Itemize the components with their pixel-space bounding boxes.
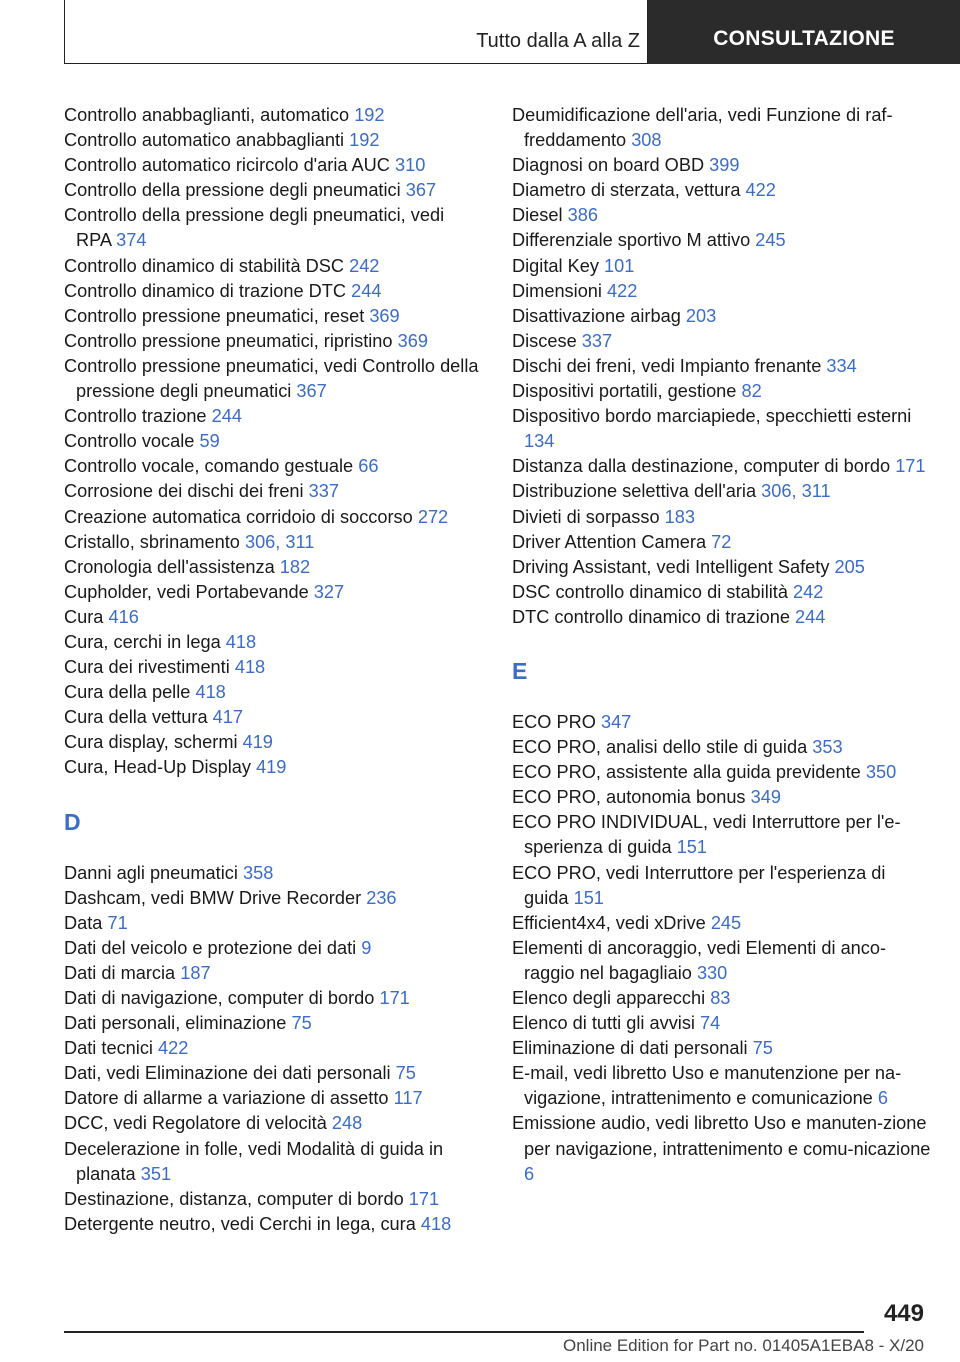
index-entry	[64, 655, 484, 680]
index-entry-term: ECO PRO, vedi Interruttore per l'esperienza di guida	[512, 862, 886, 908]
index-entry	[64, 153, 484, 178]
index-entry	[64, 128, 484, 153]
index-entry	[512, 1111, 932, 1186]
index-entry-page-link[interactable]: 248	[331, 1113, 363, 1134]
index-entry-page-link[interactable]: 306, 311	[244, 531, 315, 552]
index-entry-term: Detergente neutro, vedi Cerchi in lega, cura	[64, 1213, 416, 1234]
index-entry-page-link[interactable]: 367	[405, 180, 437, 201]
chapter-tab	[648, 0, 960, 64]
index-entry	[64, 1086, 484, 1111]
index-entry-page-link[interactable]: 374	[116, 230, 147, 251]
index-entry-page-link[interactable]: 419	[256, 757, 287, 778]
index-entry	[64, 1036, 484, 1061]
index-entry-term: Destinazione, distanza, computer di bordo	[64, 1188, 404, 1209]
index-entry-term: Decelerazione in folle, vedi Modalità di guida in planata	[64, 1138, 444, 1184]
index-entry-term: Cura, Head-Up Display	[64, 757, 251, 778]
index-entry-term: Cura display, schermi	[64, 732, 238, 753]
index-entry-page-link[interactable]: 351	[140, 1163, 172, 1184]
index-entry-page-link[interactable]: 187	[180, 962, 211, 983]
index-entry-page-link[interactable]: 205	[834, 556, 865, 577]
section-title: Tutto dalla A alla Z	[476, 30, 640, 52]
index-entry-page-link[interactable]: 369	[397, 330, 428, 351]
index-entry-term: Controllo dinamico di stabilità DSC	[64, 255, 345, 276]
index-entry-page-link[interactable]: 327	[313, 581, 345, 602]
index-entry-term: Cura	[64, 606, 104, 627]
index-entry-page-link[interactable]: 358	[242, 862, 274, 883]
index-entry-term: ECO PRO, assistente alla guida previdente	[512, 762, 861, 783]
index-entry-page-link[interactable]: 422	[745, 180, 776, 201]
index-entry	[64, 304, 484, 329]
index-entry-page-link[interactable]: 59	[199, 431, 220, 452]
index-entry	[512, 1011, 932, 1036]
index-entry	[64, 680, 484, 705]
index-entry-term: DTC controllo dinamico di trazione	[512, 606, 790, 627]
index-entry-page-link[interactable]: 245	[710, 912, 742, 933]
index-entry-page-link[interactable]: 337	[308, 481, 340, 502]
index-entry-term: Controllo automatico ricircolo d'aria AUC	[64, 155, 390, 176]
index-entry-page-link[interactable]: 171	[895, 456, 926, 477]
index-entry	[64, 254, 484, 279]
index-entry-page-link[interactable]: 418	[225, 631, 257, 652]
index-entry-page-link[interactable]: 308	[631, 130, 662, 151]
index-entry-term: Controllo automatico anabbaglianti	[64, 130, 345, 151]
edition-note: Online Edition for Part no. 01405A1EBA8 - X/20	[562, 1336, 924, 1355]
index-entry-page-link[interactable]: 367	[296, 381, 327, 402]
index-entry-page-link[interactable]: 151	[676, 837, 708, 858]
index-entry-page-link[interactable]: 419	[242, 732, 273, 753]
index-entry	[64, 730, 484, 755]
index-entry-page-link[interactable]: 353	[812, 737, 843, 758]
index-entry	[512, 379, 932, 404]
index-entry-term: Diametro di sterzata, vettura	[512, 180, 741, 201]
index-entry-term: E-mail, vedi libretto Uso e manutenzione per na-vigazione, intrattenimento e comunicazione	[512, 1063, 902, 1109]
index-entry	[64, 429, 484, 454]
index-entry-term: Disattivazione airbag	[512, 305, 681, 326]
index-entry-term: Controllo vocale	[64, 431, 195, 452]
index-entry-term: Divieti di sorpasso	[512, 506, 660, 527]
index-entry-term: Dati personali, eliminazione	[64, 1013, 287, 1034]
index-entry-term: ECO PRO INDIVIDUAL, vedi Interruttore per l'e-sperienza di guida	[512, 812, 901, 858]
index-entry	[512, 228, 932, 253]
index-entry-page-link[interactable]: 183	[664, 506, 695, 527]
index-entry-term: Dati tecnici	[64, 1038, 153, 1059]
index-entry-page-link[interactable]: 417	[212, 707, 243, 728]
index-entry	[512, 505, 932, 530]
index-entry-term: Distribuzione selettiva dell'aria	[512, 481, 757, 502]
index-entry-page-link[interactable]: 74	[700, 1013, 721, 1034]
index-entry	[64, 329, 484, 354]
index-entry-page-link[interactable]: 272	[417, 506, 449, 527]
index-entry	[64, 505, 484, 530]
index-entry	[64, 705, 484, 730]
index-entry-term: Dati del veicolo e protezione dei dati	[64, 937, 357, 958]
index-entry-page-link[interactable]: 337	[581, 330, 613, 351]
index-entry-term: Elenco di tutti gli avvisi	[512, 1013, 695, 1034]
index-entry	[64, 911, 484, 936]
index-entry-page-link[interactable]: 66	[358, 456, 379, 477]
index-entry-term: Controllo pressione pneumatici, ripristino	[64, 330, 393, 351]
index-entry	[64, 630, 484, 655]
index-entry	[512, 178, 932, 203]
index-entry-term: Emissione audio, vedi libretto Uso e manuten-zione per navigazione, intrattenimento e comu-nicazione	[512, 1113, 931, 1159]
index-entry-term: Creazione automatica corridoio di soccorso	[64, 506, 413, 527]
index-entry	[64, 454, 484, 479]
index-entry-page-link[interactable]: 244	[351, 280, 382, 301]
index-column-left	[64, 103, 484, 1237]
index-entry-term: Distanza dalla destinazione, computer di bordo	[512, 456, 891, 477]
index-entry	[64, 203, 484, 253]
index-entry	[64, 961, 484, 986]
index-entry-term: Cronologia dell'assistenza	[64, 556, 275, 577]
footer-divider	[64, 1331, 864, 1333]
index-entry	[512, 329, 932, 354]
index-entry	[512, 479, 932, 504]
index-entry	[64, 479, 484, 504]
index-entry-term: Controllo della pressione degli pneumatici, vedi RPA	[64, 205, 445, 251]
index-entry-term: DCC, vedi Regolatore di velocità	[64, 1113, 327, 1134]
index-entry-page-link[interactable]: 422	[158, 1038, 189, 1059]
index-entry	[64, 936, 484, 961]
index-entry-page-link[interactable]: 349	[750, 787, 781, 808]
index-entry-term: Dashcam, vedi BMW Drive Recorder	[64, 887, 362, 908]
index-entry	[64, 1061, 484, 1086]
index-entry	[512, 103, 932, 153]
index-entry-page-link[interactable]: 75	[752, 1038, 773, 1059]
index-entry	[512, 1036, 932, 1061]
index-entry	[64, 986, 484, 1011]
index-entry-page-link[interactable]: 242	[793, 581, 824, 602]
index-entry	[64, 1011, 484, 1036]
index-entry-page-link[interactable]: 171	[408, 1188, 440, 1209]
index-entry	[512, 810, 932, 860]
index-entry-page-link[interactable]: 310	[395, 155, 426, 176]
index-entry	[512, 735, 932, 760]
index-entry-term: Digital Key	[512, 255, 599, 276]
index-entry-term: Dati di marcia	[64, 962, 176, 983]
index-entry-page-link[interactable]: 75	[395, 1063, 416, 1084]
index-entry	[512, 911, 932, 936]
index-entry	[64, 103, 484, 128]
page-number: 449	[883, 1300, 924, 1327]
index-entry-term: Elementi di ancoraggio, vedi Elementi di anco-raggio nel bagagliaio	[512, 937, 887, 983]
index-entry-term: Driver Attention Camera	[512, 531, 707, 552]
index-entry	[64, 1187, 484, 1212]
index-entry-page-link[interactable]: 334	[826, 355, 857, 376]
index-letter-heading: E	[512, 657, 528, 684]
index-entry	[64, 404, 484, 429]
index-entry-term: Controllo pressione pneumatici, vedi Controllo della pressione degli pneumatici	[64, 355, 479, 402]
index-entry-term: Cupholder, vedi Portabevande	[64, 581, 309, 602]
index-entry	[64, 555, 484, 580]
index-entry	[512, 986, 932, 1011]
index-entry-term: Dispositivo bordo marciapiede, specchietti esterni	[512, 406, 912, 427]
index-entry-page-link[interactable]: 117	[393, 1088, 423, 1109]
index-entry	[512, 760, 932, 785]
index-entry	[64, 886, 484, 911]
index-entry-term: Dati di navigazione, computer di bordo	[64, 988, 375, 1008]
index-entry-page-link[interactable]: 6	[877, 1088, 888, 1109]
index-entry-page-link[interactable]: 399	[709, 155, 740, 176]
index-entry-page-link[interactable]: 386	[567, 205, 598, 226]
index-entry	[512, 580, 932, 605]
index-entry	[512, 354, 932, 379]
index-entry-page-link[interactable]: 422	[607, 280, 638, 301]
index-entry-page-link[interactable]: 72	[711, 531, 732, 552]
index-entry-term: Cura della vettura	[64, 707, 208, 728]
index-entry-page-link[interactable]: 203	[685, 305, 717, 326]
index-entry-term: Data	[64, 912, 103, 933]
index-entry-page-link[interactable]: 236	[366, 887, 397, 908]
index-entry	[512, 530, 932, 555]
index-entry-page-link[interactable]: 350	[865, 762, 897, 783]
index-entry	[512, 254, 932, 279]
index-entry-term: Cristallo, sbrinamento	[64, 531, 240, 552]
index-entry-page-link[interactable]: 82	[741, 381, 762, 402]
index-column-right	[512, 103, 932, 1187]
index-entry-term: Diagnosi on board OBD	[512, 155, 705, 176]
index-entry	[512, 936, 932, 986]
index-entry-term: Discese	[512, 330, 577, 351]
index-entry	[64, 279, 484, 304]
index-entry-term: Diesel	[512, 205, 563, 226]
index-entry-page-link[interactable]: 418	[195, 682, 226, 703]
index-entry-term: Controllo trazione	[64, 406, 207, 427]
index-entry	[64, 755, 484, 780]
index-entry-page-link[interactable]: 416	[108, 606, 139, 627]
index-entry-page-link[interactable]: 101	[604, 255, 635, 276]
index-entry	[512, 404, 932, 454]
index-entry-page-link[interactable]: 347	[600, 711, 632, 732]
index-entry-term: Deumidificazione dell'aria, vedi Funzione di raf-freddamento	[512, 105, 893, 151]
chapter-tab-label: CONSULTAZIONE	[713, 27, 895, 50]
index-entry-term: Eliminazione di dati personali	[512, 1038, 748, 1059]
index-entry	[512, 1061, 932, 1111]
index-entry	[64, 178, 484, 203]
index-entry-page-link[interactable]: 244	[795, 606, 826, 627]
index-entry-page-link[interactable]: 369	[369, 305, 400, 326]
index-entry	[64, 354, 484, 404]
index-entry-term: Datore di allarme a variazione di assetto	[64, 1088, 389, 1109]
index-entry-page-link[interactable]: 71	[107, 912, 128, 933]
index-entry-page-link[interactable]: 171	[379, 988, 410, 1008]
index-entry	[512, 454, 932, 479]
index-entry	[512, 785, 932, 810]
index-entry-term: Controllo anabbaglianti, automatico	[64, 105, 350, 125]
index-entry	[64, 580, 484, 605]
index-entry	[512, 203, 932, 228]
index-entry	[512, 555, 932, 580]
index-entry-page-link[interactable]: 6	[524, 1163, 535, 1184]
index-entry-term: Controllo dinamico di trazione DTC	[64, 280, 347, 301]
index-entry-page-link[interactable]: 182	[279, 556, 311, 577]
index-entry-term: Cura, cerchi in lega	[64, 631, 221, 652]
index-entry-term: Controllo vocale, comando gestuale	[64, 456, 354, 477]
index-entry-term: Dimensioni	[512, 280, 602, 301]
index-entry	[64, 1111, 484, 1136]
index-entry	[512, 304, 932, 329]
index-entry-page-link[interactable]: 151	[573, 887, 604, 908]
index-entry	[512, 710, 932, 735]
index-entry	[512, 605, 932, 630]
index-entry	[64, 1212, 484, 1237]
index-entry-page-link[interactable]: 242	[349, 255, 380, 276]
index-entry-term: ECO PRO, autonomia bonus	[512, 787, 746, 808]
index-entry-page-link[interactable]: 244	[211, 406, 242, 427]
index-entry	[64, 605, 484, 630]
index-entry-page-link[interactable]: 418	[420, 1213, 452, 1234]
index-entry-term: Dischi dei freni, vedi Impianto frenante	[512, 355, 822, 376]
index-entry-term: Controllo pressione pneumatici, reset	[64, 305, 365, 326]
index-entry-page-link[interactable]: 192	[349, 130, 380, 151]
index-entry-term: Elenco degli apparecchi	[512, 988, 706, 1008]
index-entry	[512, 861, 932, 911]
index-entry-page-link[interactable]: 330	[696, 962, 728, 983]
index-letter-heading: D	[64, 808, 81, 835]
index-entry-term: Cura dei rivestimenti	[64, 657, 230, 678]
index-entry-term: Driving Assistant, vedi Intelligent Safety	[512, 556, 830, 577]
index-entry-term: Efficient4x4, vedi xDrive	[512, 912, 706, 933]
index-entry-term: ECO PRO, analisi dello stile di guida	[512, 737, 808, 758]
index-entry	[64, 530, 484, 555]
index-entry-page-link[interactable]: 192	[354, 105, 385, 125]
index-entry	[512, 153, 932, 178]
index-entry-page-link[interactable]: 75	[291, 1013, 312, 1034]
index-entry-term: Danni agli pneumatici	[64, 862, 238, 883]
index-entry-term: ECO PRO	[512, 711, 596, 732]
index-entry-term: Cura della pelle	[64, 682, 191, 703]
index-entry-page-link[interactable]: 83	[710, 988, 731, 1008]
index-entry-page-link[interactable]: 134	[524, 431, 555, 452]
index-entry-page-link[interactable]: 418	[234, 657, 266, 678]
index-entry-page-link[interactable]: 306, 311	[761, 481, 831, 502]
index-entry	[512, 279, 932, 304]
index-entry-page-link[interactable]: 245	[755, 230, 786, 251]
index-entry	[64, 861, 484, 886]
index-entry-term: Dati, vedi Eliminazione dei dati personali	[64, 1063, 391, 1084]
index-entry-term: Differenziale sportivo M attivo	[512, 230, 751, 251]
index-entry-term: Corrosione dei dischi dei freni	[64, 481, 304, 502]
index-entry-term: Dispositivi portatili, gestione	[512, 381, 737, 402]
index-entry-page-link[interactable]: 9	[361, 937, 372, 958]
index-entry-term: Controllo della pressione degli pneumatici	[64, 180, 401, 201]
index-entry	[64, 1137, 484, 1187]
index-entry-term: DSC controllo dinamico di stabilità	[512, 581, 788, 602]
